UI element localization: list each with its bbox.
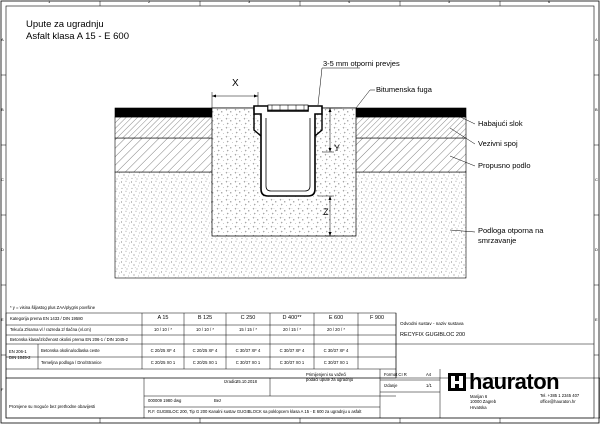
table-cell: C 30/37 XF 4 <box>323 348 349 353</box>
frame-col-5: 5 <box>448 0 451 4</box>
table-cell: 15 / 15 / * <box>239 327 257 332</box>
table-cell: C 20/25 XF 4 <box>192 348 218 353</box>
frame-row-b-right: B <box>595 107 598 112</box>
frame-col-6: 6 <box>548 0 551 4</box>
din-ref-2: DIN 1045-2 <box>9 355 31 360</box>
drawing-number: 000009 1980 dwg <box>148 398 182 403</box>
frame-col-4: 4 <box>348 0 351 4</box>
frame-row-e: E <box>1 317 4 322</box>
description-label: Odvodni sustav - naziv sustava <box>400 321 464 326</box>
company-email: office@hauraton.hr <box>540 399 576 404</box>
frame-col-3: 3 <box>248 0 251 4</box>
dimension-x-label: X <box>232 78 239 89</box>
table-row-label: Betonska okolina/odlaska ceste <box>41 348 100 353</box>
table-row-label: Betonska klasa/izloženost okolini prema EN 206-1 / DIN 1045-2 <box>10 337 129 342</box>
dimension-z-label: Z <box>323 207 329 217</box>
format-value: A4 <box>426 372 432 377</box>
table-cell: C 20/25 XF 4 <box>150 348 176 353</box>
company-address: Marijan 6 10000 Zagreb Hrvatska <box>470 394 497 410</box>
table-cell: C 30/37 X0 1 <box>235 360 261 365</box>
frame-col-1: 1 <box>48 0 51 4</box>
frame-col-2: 2 <box>148 0 151 4</box>
drawing-title-line2: Asfalt klasa A 15 - E 600 <box>26 31 129 42</box>
class-e600: E 600 <box>328 315 344 321</box>
sheet-label: Izdanje <box>384 383 398 388</box>
class-c250: C 250 <box>240 315 256 321</box>
din-ref-1: EN 206-1 <box>9 349 27 354</box>
frame-row-e-right: E <box>595 317 598 322</box>
table-cell: C 20/25 X0 1 <box>150 360 176 365</box>
table-cell: 20 / 20 / * <box>327 327 345 332</box>
sheet-value: 1/1 <box>426 383 432 388</box>
frame-row-c: C <box>1 177 4 182</box>
frame-row-d: D <box>1 247 4 252</box>
drawing-title-line1: Upute za ugradnju <box>26 19 104 30</box>
frame-row-f: F <box>1 387 4 392</box>
system-name: RECYFIX GUGIBLOC 200 <box>400 332 466 338</box>
approval-text: Primijenjeni su važeći podaci upute za ugradnju <box>306 372 354 383</box>
callout-spacing: 3-5 mm otporni prevjes <box>323 59 400 68</box>
table-cell: C 30/37 XF 4 <box>279 348 305 353</box>
drawn-label: Izradio <box>224 379 237 384</box>
footnote: * y = visina šiljastog plus ZAA/plygris površine <box>10 305 96 310</box>
callout-frost: Podloga otporna na smrzavanje <box>478 226 544 245</box>
hauraton-icon <box>448 373 466 391</box>
table-cell: C 30/37 XF 4 <box>235 348 261 353</box>
table-cell: C 30/37 X0 1 <box>323 360 349 365</box>
table-cell: 10 / 10 / * <box>154 327 172 332</box>
class-a15: A 15 <box>157 315 169 321</box>
table-cell: C 20/25 X0 1 <box>192 360 218 365</box>
frame-row-d-right: D <box>595 247 598 252</box>
frame-row-a: A <box>1 37 4 42</box>
callout-permeable: Propusno podlo <box>478 161 531 170</box>
frame-row-c-right: C <box>595 177 598 182</box>
scale: Bez <box>214 398 222 403</box>
company-phone: Tel. +385 1 2345 407 <box>540 393 580 398</box>
class-d400: D 400** <box>282 315 302 321</box>
table-cell: C 30/37 X0 1 <box>279 360 305 365</box>
callout-bitumen: Bitumenska fuga <box>376 85 432 94</box>
table-header-label: Kategorija prema EN 1433 / DIN 19580 <box>10 316 83 321</box>
table-cell: 20 / 15 / * <box>283 327 301 332</box>
class-b125: B 125 <box>197 315 213 321</box>
bottom-description: R.F. GUGIBLOC 200, Tip G 200 Kanalni sustav GUGIBLOCK sa poklopcem klasa A 15 - E 600 za ugradnju u asfalt <box>148 409 362 414</box>
drainage-channel <box>254 105 322 196</box>
callout-wear-layer: Habajući slok <box>478 119 523 128</box>
table-row-label: Tekuća Z/sama vl / razreda 2/ tlačna (vl.cm) <box>10 327 91 332</box>
dimension-y-label: Y <box>334 143 341 153</box>
callout-binder: Vezivni spoj <box>478 139 518 148</box>
drawing-date: 25.10.2018 <box>236 379 257 384</box>
table-row-label: Temeljna podloga / Dno/Stranice <box>41 360 102 365</box>
class-f900: F 900 <box>369 315 385 321</box>
company-name: hauraton <box>469 369 560 394</box>
frame-row-b: B <box>1 107 4 112</box>
frame-row-a-right: A <box>595 37 598 42</box>
note-left: Promjene su moguće bez prethodne obavijesti <box>9 404 96 409</box>
format-label: Format CI R <box>384 372 407 377</box>
table-cell: 10 / 10 / * <box>196 327 214 332</box>
